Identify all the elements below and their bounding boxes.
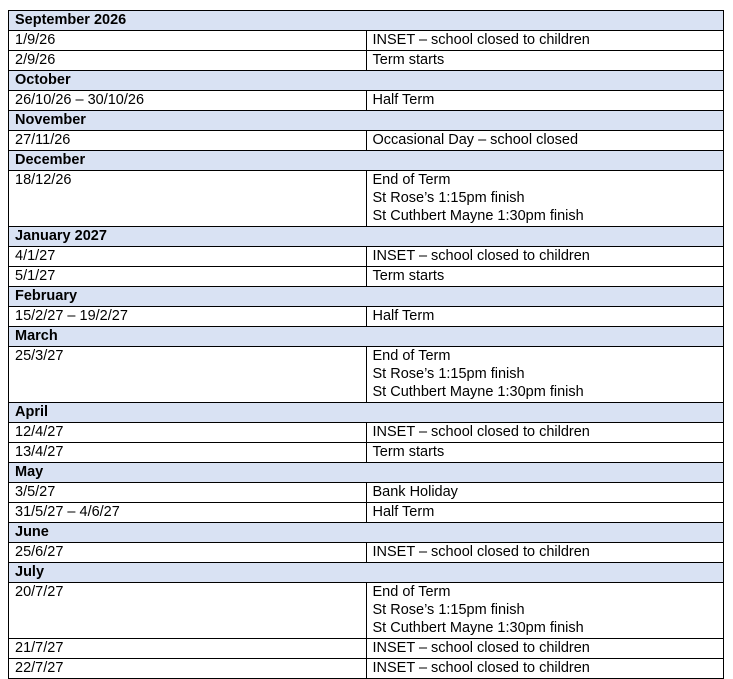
event-description-line: St Rose’s 1:15pm finish (372, 602, 525, 618)
event-row (9, 267, 724, 287)
event-date: 21/7/27 (9, 639, 367, 659)
event-description (366, 51, 724, 71)
event-date: 4/1/27 (9, 247, 367, 267)
event-description-line: Half Term (372, 92, 435, 108)
event-description (366, 307, 724, 327)
event-date: 13/4/27 (9, 443, 367, 463)
month-header-row (9, 463, 724, 483)
event-description (366, 503, 724, 523)
event-description-line: Half Term (372, 504, 435, 520)
event-date: 27/11/26 (9, 131, 367, 151)
event-date: 26/10/26 – 30/10/26 (9, 91, 367, 111)
event-description-line: Term starts (372, 268, 445, 284)
event-description-line: St Rose’s 1:15pm finish (372, 190, 525, 206)
month-label: March (9, 327, 724, 347)
event-description (366, 347, 724, 403)
term-dates-table (8, 10, 724, 679)
event-description-line: St Cuthbert Mayne 1:30pm finish (372, 384, 584, 400)
month-label: February (9, 287, 724, 307)
month-header-row (9, 287, 724, 307)
event-description (366, 131, 724, 151)
event-date: 18/12/26 (9, 171, 367, 227)
event-description-line: St Rose’s 1:15pm finish (372, 366, 525, 382)
event-description (366, 267, 724, 287)
event-description-line: Bank Holiday (372, 484, 458, 500)
event-description-line: INSET – school closed to children (372, 32, 590, 48)
event-description-line: INSET – school closed to children (372, 660, 590, 676)
event-row (9, 423, 724, 443)
event-description-line: Half Term (372, 308, 435, 324)
event-date: 25/3/27 (9, 347, 367, 403)
event-date: 31/5/27 – 4/6/27 (9, 503, 367, 523)
event-date: 12/4/27 (9, 423, 367, 443)
event-description-line: End of Term (372, 584, 451, 600)
event-row (9, 131, 724, 151)
event-description-line: St Cuthbert Mayne 1:30pm finish (372, 208, 584, 224)
month-header-row (9, 151, 724, 171)
event-row (9, 31, 724, 51)
event-row (9, 639, 724, 659)
event-description (366, 91, 724, 111)
event-row (9, 51, 724, 71)
month-label: July (9, 563, 724, 583)
event-row (9, 443, 724, 463)
event-row (9, 503, 724, 523)
event-description-line: Term starts (372, 444, 445, 460)
event-description (366, 443, 724, 463)
month-label: December (9, 151, 724, 171)
month-header-row (9, 523, 724, 543)
event-date: 5/1/27 (9, 267, 367, 287)
month-label: January 2027 (9, 227, 724, 247)
event-description-line: INSET – school closed to children (372, 248, 590, 264)
month-header-row (9, 563, 724, 583)
event-date: 2/9/26 (9, 51, 367, 71)
month-header-row (9, 111, 724, 131)
event-description-line: End of Term (372, 172, 451, 188)
event-date: 15/2/27 – 19/2/27 (9, 307, 367, 327)
month-label: November (9, 111, 724, 131)
event-date: 22/7/27 (9, 659, 367, 679)
event-row (9, 583, 724, 639)
event-row (9, 543, 724, 563)
event-description (366, 659, 724, 679)
event-row (9, 659, 724, 679)
event-row (9, 171, 724, 227)
event-description (366, 423, 724, 443)
month-header-row (9, 71, 724, 91)
month-label: May (9, 463, 724, 483)
event-description-line: INSET – school closed to children (372, 424, 590, 440)
event-row (9, 483, 724, 503)
month-label: April (9, 403, 724, 423)
month-header-row (9, 327, 724, 347)
event-row (9, 347, 724, 403)
event-row (9, 247, 724, 267)
event-date: 25/6/27 (9, 543, 367, 563)
event-description (366, 639, 724, 659)
event-description (366, 247, 724, 267)
month-header-row (9, 403, 724, 423)
event-date: 3/5/27 (9, 483, 367, 503)
term-dates-table-body (9, 11, 724, 679)
event-description (366, 543, 724, 563)
event-date: 20/7/27 (9, 583, 367, 639)
event-description (366, 171, 724, 227)
event-row (9, 307, 724, 327)
month-label: September 2026 (9, 11, 724, 31)
month-label: October (9, 71, 724, 91)
event-description-line: INSET – school closed to children (372, 640, 590, 656)
month-header-row (9, 227, 724, 247)
event-description-line: End of Term (372, 348, 451, 364)
month-label: June (9, 523, 724, 543)
event-description (366, 31, 724, 51)
event-description-line: Term starts (372, 52, 445, 68)
event-row (9, 91, 724, 111)
month-header-row (9, 11, 724, 31)
event-description (366, 483, 724, 503)
event-description-line: INSET – school closed to children (372, 544, 590, 560)
event-description-line: Occasional Day – school closed (372, 132, 579, 148)
event-date: 1/9/26 (9, 31, 367, 51)
event-description (366, 583, 724, 639)
event-description-line: St Cuthbert Mayne 1:30pm finish (372, 620, 584, 636)
